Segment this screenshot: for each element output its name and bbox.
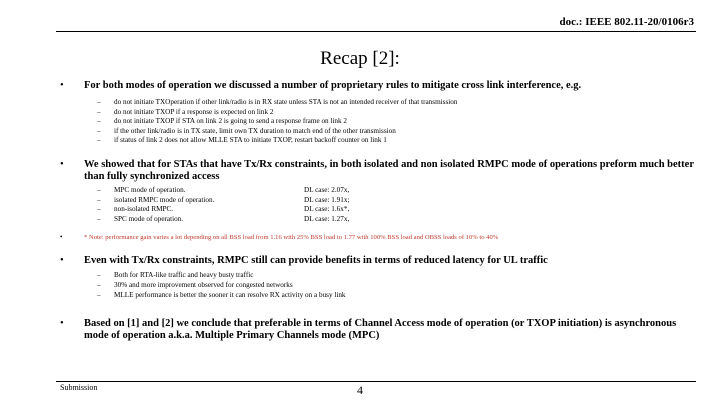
header-divider xyxy=(56,31,696,32)
list-item: – do not initiate TXOP if a response is expected on link 2 xyxy=(97,107,274,116)
bullet-text: Based on [1] and [2] we conclude that preferable in terms of Channel Access mode of operation (or TXOP initiation) is asynchronous mode of operation a.k.a. Multiple Primary Channels mode (MPC) xyxy=(84,318,677,342)
list-item: – non-isolated RMPC. DL case: 1.6x*, xyxy=(97,205,350,214)
bullet-conclusion xyxy=(60,318,700,342)
note-text: * Note: performance gain varies a lot depending on all BSS load from 1.16 with 25% BSS load to 1.77 with 100% BSS load and OBSS loads of 10% to 40% xyxy=(84,234,499,242)
list-item: – isolated RMPC mode of operation. DL case: 1.91x; xyxy=(97,195,350,204)
list-item: – do not initiate TXOP if STA on link 2 is going to send a response frame on link 2 xyxy=(97,117,347,126)
sub-list-modes xyxy=(97,186,700,224)
list-item: – SPC mode of operation. DL case: 1.27x, xyxy=(97,214,350,223)
footer-divider xyxy=(56,381,696,382)
mode-gain: DL case: 1.6x*, xyxy=(304,205,350,214)
bullet-dot: • xyxy=(60,158,64,170)
sub-list-latency xyxy=(97,271,700,300)
mode-name: isolated RMPC mode of operation. xyxy=(114,195,215,204)
performance-note xyxy=(60,233,700,242)
document-id: doc.: IEEE 802.11-20/0106r3 xyxy=(559,16,694,28)
footer-label: Submission xyxy=(60,383,98,392)
list-item: – do not initiate TXOperation if other link/radio is in RX state unless STA is not an intended receiver of that transmission xyxy=(97,98,458,106)
mode-name: MPC mode of operation. xyxy=(114,185,186,194)
bullet-text: We showed that for STAs that have Tx/Rx constraints, in both isolated and non isolated RMPC mode of operations preform much better than fully synchronized access xyxy=(84,158,694,182)
mode-gain: DL case: 1.27x, xyxy=(304,214,350,223)
page-number: 4 xyxy=(357,383,363,397)
list-item: – MLLE performance is better the sooner it can resolve RX activity on a busy link xyxy=(97,290,346,299)
mode-name: SPC mode of operation. xyxy=(114,214,184,223)
bullet-rmpc-performance xyxy=(60,159,700,183)
list-item: – if status of link 2 does not allow MLLE STA to initiate TXOP, restart backoff counter on link 1 xyxy=(97,136,387,145)
slide-title: Recap [2]: xyxy=(320,48,400,69)
mode-name: non-isolated RMPC. xyxy=(114,205,174,214)
list-item: – 30% and more improvement observed for congested networks xyxy=(97,280,293,289)
bullet-text: For both modes of operation we discussed a number of proprietary rules to mitigate cross link interference, e.g. xyxy=(84,80,582,91)
bullet-dot: • xyxy=(60,80,64,91)
slide-body xyxy=(60,80,700,342)
mode-gain: DL case: 2.07x, xyxy=(304,185,350,194)
sub-list-rules xyxy=(97,98,700,146)
list-item: – if the other link/radio is in TX state, limit own TX duration to match end of the other transmission xyxy=(97,126,396,135)
bullet-latency-benefits xyxy=(60,255,700,267)
list-item: – MPC mode of operation. DL case: 2.07x, xyxy=(97,185,350,194)
bullet-text: Even with Tx/Rx constraints, RMPC still can provide benefits in terms of reduced latency for UL traffic xyxy=(84,255,548,267)
bullet-dot: • xyxy=(60,318,64,330)
mode-gain: DL case: 1.91x; xyxy=(304,195,350,204)
bullet-cross-link-rules xyxy=(60,80,700,92)
bullet-dot: • xyxy=(60,233,63,242)
list-item: – Both for RTA-like traffic and heavy busty traffic xyxy=(97,271,254,280)
bullet-dot: • xyxy=(60,255,64,267)
